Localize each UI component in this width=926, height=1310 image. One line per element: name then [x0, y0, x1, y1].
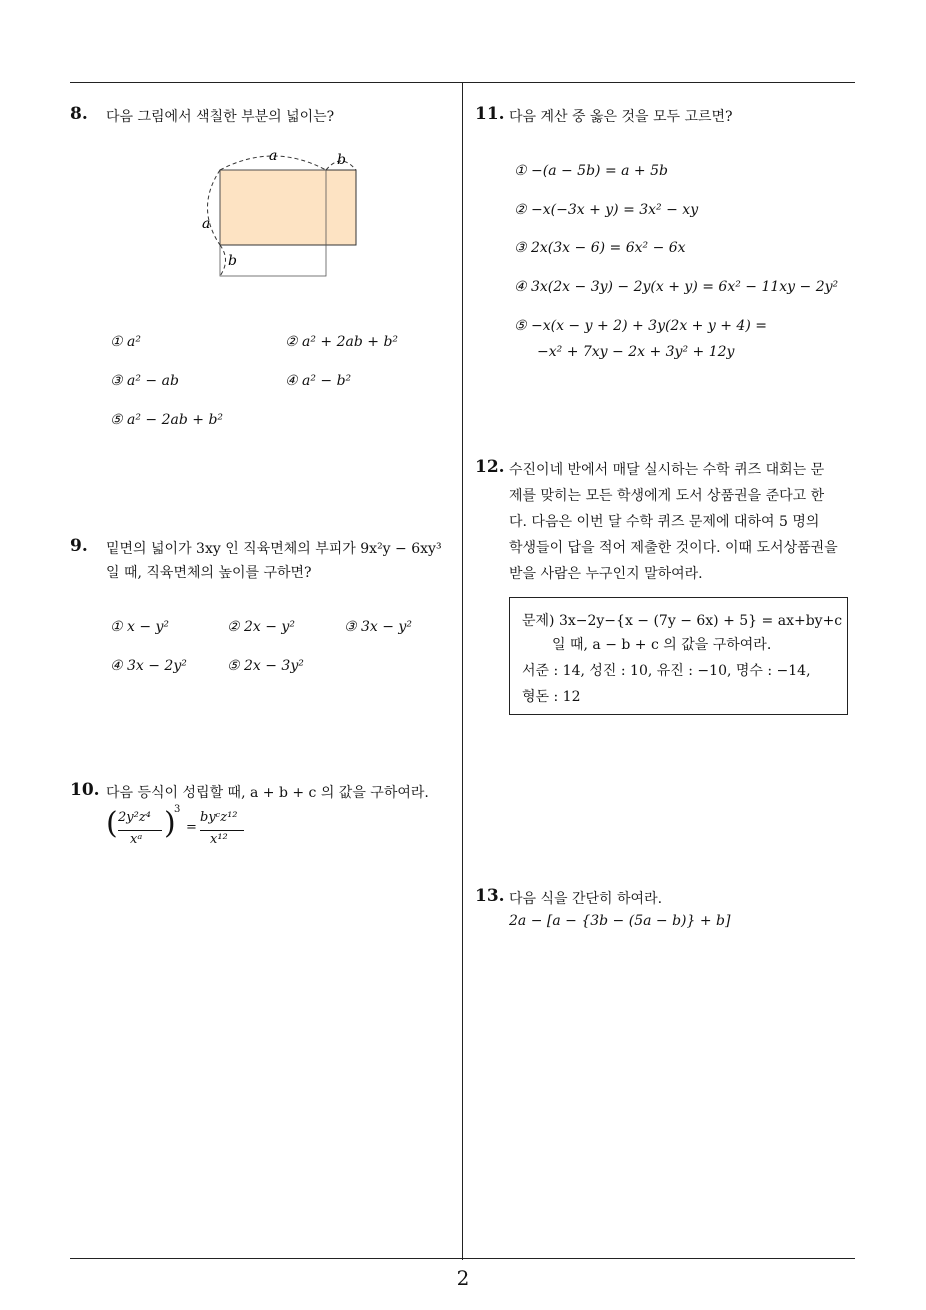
q8-option-3[interactable]: ③ a² − ab	[110, 373, 179, 389]
q10-lhs-fraction-bar	[118, 830, 162, 831]
q12-box-line-3: 서준 : 14, 성진 : 10, 유진 : −10, 명수 : −14,	[522, 663, 811, 679]
q11-option-4[interactable]: ④ 3x(2x − 3y) − 2y(x + y) = 6x² − 11xy − 2y²	[514, 279, 839, 295]
q10-rhs-numerator: byᶜz¹²	[200, 810, 238, 825]
q9-text-line2: 일 때, 직육면체의 높이를 구하면?	[106, 565, 312, 581]
page-number: 2	[456, 1266, 470, 1290]
q8-number: 8.	[70, 104, 88, 124]
q11-option-5-line2: −x² + 7xy − 2x + 3y² + 12y	[537, 344, 735, 360]
q10-number: 10.	[70, 780, 100, 800]
q8-arc-b-bottom	[220, 245, 226, 276]
q13-text: 다음 식을 간단히 하여라.	[509, 891, 663, 907]
q8-label-a-top: a	[269, 148, 278, 164]
q9-text-line1: 밑면의 넓이가 3xy 인 직육면체의 부피가 9x²y − 6xy³	[106, 541, 442, 557]
q10-lhs-denominator: xᵃ	[130, 832, 143, 847]
q12-box-line-1: 문제) 3x−2y−{x − (7y − 6x) + 5} = ax+by+c	[522, 613, 843, 629]
q10-right-paren: )	[164, 806, 176, 841]
q8-arc-a-left	[208, 170, 221, 245]
q9-number: 9.	[70, 536, 88, 556]
q9-option-5[interactable]: ⑤ 2x − 3y²	[227, 658, 304, 674]
q8-label-b-bottom: b	[228, 253, 237, 269]
q12-box-line-4: 형돈 : 12	[522, 689, 581, 705]
q8-option-5[interactable]: ⑤ a² − 2ab + b²	[110, 412, 224, 428]
q12-box-line-2: 일 때, a − b + c 의 값을 구하여라.	[552, 637, 772, 653]
q10-equals: =	[186, 820, 197, 835]
q13-expression: 2a − [a − {3b − (5a − b)} + b]	[509, 913, 731, 929]
q8-label-a-left: a	[202, 216, 211, 232]
q10-rhs-denominator: x¹²	[210, 832, 228, 847]
q10-exponent: 3	[174, 804, 181, 815]
q8-option-1[interactable]: ① a²	[110, 334, 141, 350]
q12-line-3: 다. 다음은 이번 달 수학 퀴즈 문제에 대하여 5 명의	[509, 514, 820, 530]
q12-line-1: 수진이네 반에서 매달 실시하는 수학 퀴즈 대회는 문	[509, 462, 825, 478]
q11-number: 11.	[475, 104, 505, 124]
q10-rhs-fraction-bar	[200, 830, 244, 831]
q8-label-b-top: b	[337, 152, 346, 168]
q8-option-2[interactable]: ② a² + 2ab + b²	[285, 334, 399, 350]
q11-option-3[interactable]: ③ 2x(3x − 6) = 6x² − 6x	[514, 240, 686, 256]
q12-line-2: 제를 맞히는 모든 학생에게 도서 상품권을 준다고 한	[509, 488, 825, 504]
q9-option-2[interactable]: ② 2x − y²	[227, 619, 295, 635]
q8-text: 다음 그림에서 색칠한 부분의 넓이는?	[106, 109, 335, 125]
q8-option-4[interactable]: ④ a² − b²	[285, 373, 352, 389]
q13-number: 13.	[475, 886, 505, 906]
column-divider	[462, 83, 463, 1260]
q9-option-1[interactable]: ① x − y²	[110, 619, 170, 635]
q8-shaded-rect	[220, 170, 356, 245]
q9-option-4[interactable]: ④ 3x − 2y²	[110, 658, 187, 674]
q11-option-2[interactable]: ② −x(−3x + y) = 3x² − xy	[514, 202, 699, 218]
q11-option-1[interactable]: ① −(a − 5b) = a + 5b	[514, 163, 668, 179]
q12-line-4: 학생들이 답을 적어 제출한 것이다. 이때 도서상품권을	[509, 540, 838, 556]
q10-text: 다음 등식이 성립할 때, a + b + c 의 값을 구하여라.	[106, 785, 429, 801]
q10-equation	[106, 806, 256, 851]
q10-lhs-numerator: 2y²z⁴	[118, 810, 151, 825]
q12-problem-box	[509, 597, 848, 715]
q12-line-5: 받을 사람은 누구인지 말하여라.	[509, 566, 703, 582]
q12-number: 12.	[475, 457, 505, 477]
q11-option-5[interactable]: ⑤ −x(x − y + 2) + 3y(2x + y + 4) =	[514, 318, 767, 334]
q9-option-3[interactable]: ③ 3x − y²	[344, 619, 412, 635]
q10-left-paren: (	[106, 806, 118, 841]
q11-text: 다음 계산 중 옳은 것을 모두 고르면?	[509, 109, 733, 125]
q8-figure	[195, 148, 370, 283]
